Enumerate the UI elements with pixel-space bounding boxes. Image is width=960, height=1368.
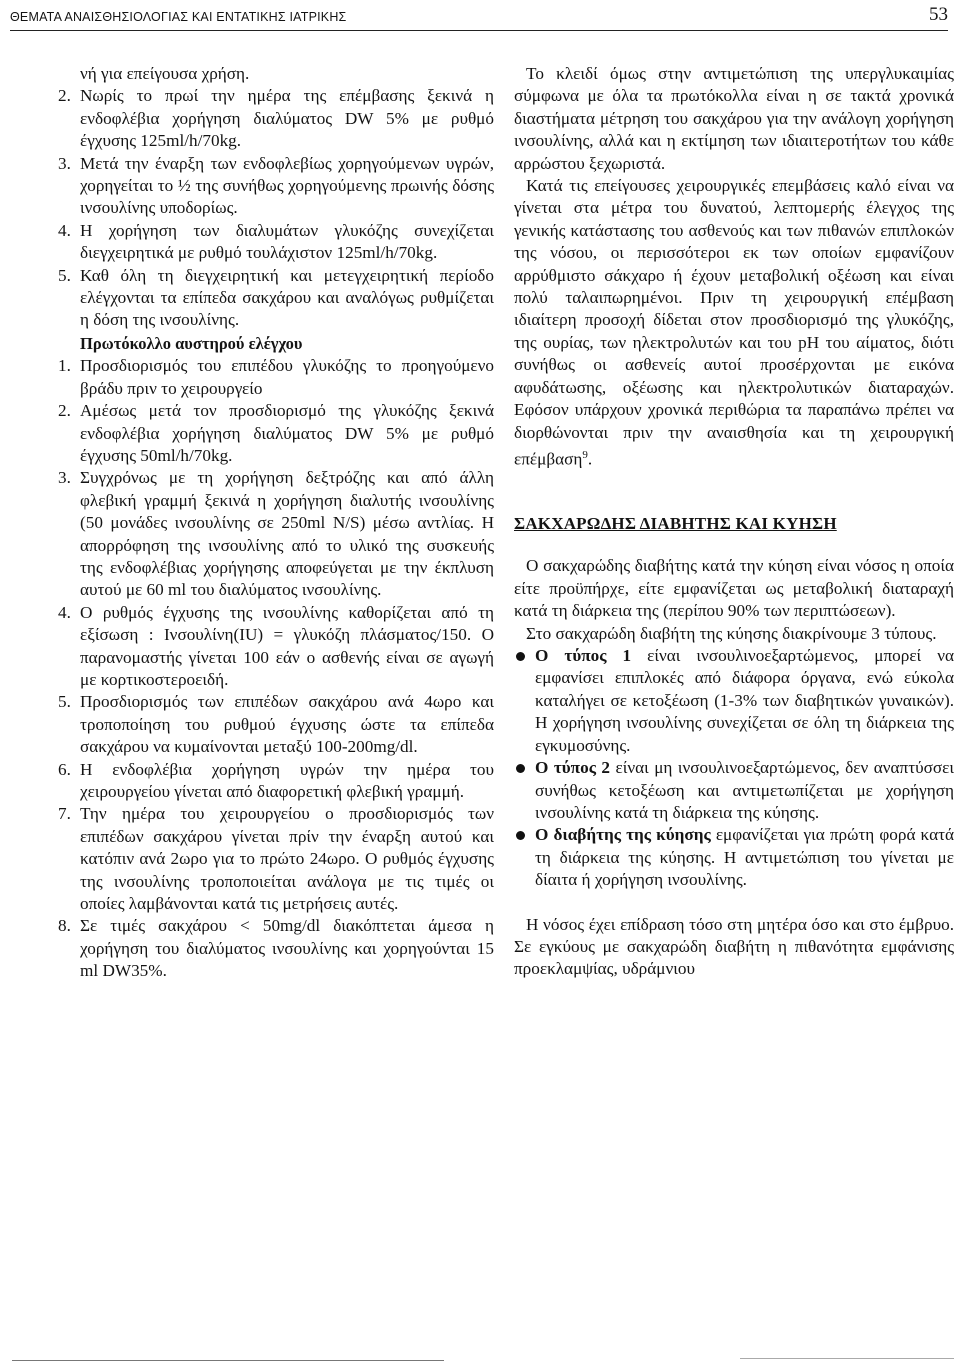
section-title: ΣΑΚΧΑΡΩΔΗΣ ΔΙΑΒΗΤΗΣ ΚΑΙ ΚΥΗΣΗ bbox=[514, 514, 837, 534]
list-item: 4. Ο ρυθμός έγχυσης της ινσουλίνης καθορίζεται από τη εξίσωση : Ινσουλίνη(IU) = γλυκόζη πλάσματος/150. Ο παρανομαστής γίνεται 100 εάν ο ασθενής είναι σε αγωγή με κορτικοστεροειδή. bbox=[58, 602, 494, 689]
paragraph: Η νόσος έχει επίδραση τόσο στη μητέρα όσο και στο έμβρυο. Σε εγκύους με σακχαρώδη διαβήτη η πιθανότητα εμφάνισης προεκλαμψίας, υδράμνιου bbox=[514, 914, 954, 979]
list-item: 2. Αμέσως μετά τον προσδιορισμό της γλυκόζης ξεκινά ενδοφλέβια χορήγηση διαλύματος DW 5% με ρυθμό έγχυσης 50ml/h/70kg. bbox=[58, 401, 494, 465]
left-column bbox=[58, 63, 494, 983]
list-item: 8. Σε τιμές σακχάρου < 50mg/dl διακόπτεται άμεσα η χορήγηση του διαλύματος ινσουλίνης και χορηγούνται 15 ml DW35%. bbox=[58, 916, 494, 981]
list-item: 3. Συγχρόνως με τη χορήγηση δεξτρόζης και από άλλη φλεβική γραμμή ξεκινά η χορήγηση διαλυτής ινσουλίνης (50 μονάδες ινσουλίνης σε 250ml N/S) μέσω αντλίας. Η απορρόφηση της ινσουλίνης από το υλικό της συσκευής της ενδοφλέβιας χορήγησης αποφεύγεται με την έκπλυση αυτού με 60 ml του διαλύματος ινσουλίνης. bbox=[58, 468, 494, 600]
preparation-list bbox=[58, 85, 494, 331]
list-item: 2. Νωρίς το πρωί την ημέρα της επέμβασης ξεκινά η ενδοφλέβια χορήγηση διαλύματος DW 5% με ρυθμό έγχυσης 125ml/h/70kg. bbox=[58, 86, 494, 151]
intro-text: νή για επείγουσα χρήση. bbox=[80, 64, 250, 83]
footer-rule bbox=[740, 1358, 954, 1359]
list-item: Ο διαβήτης της κύησης εμφανίζεται για πρώτη φορά κατά τη διάρκεια της κύησης. Η αντιμετώπιση του γίνεται με δίαιτα ή χορήγηση ινσουλίνης. bbox=[514, 824, 954, 891]
list-item: Ο τύπος 2 είναι μη ινσουλινοεξαρτώμενος, δεν αναπτύσσει συνήθως κετοξέωση και αντιμετωπίζεται με χορήγηση ινσουλίνης κατά τη διάρκεια της κύησης. bbox=[514, 757, 954, 824]
footer-rule bbox=[12, 1360, 444, 1361]
reference-superscript: 9 bbox=[582, 448, 588, 461]
page-number: 53 bbox=[929, 4, 948, 25]
paragraph: Κατά τις επείγουσες χειρουργικές επεμβάσεις καλό είναι να γίνεται στα μέτρα του δυνατού, λεπτομερής έλεγχος της γενικής κατάστασης του ασθενούς και των πιθανών επιπλοκών της νόσου, οι περισσότεροι εκ των οποίων εμφανίζουν αρρύθμιστο σάκχαρο ή έχουν μεταβολική οξέωση και είναι πολύ ταλαιπωρημένοι. Πριν τη χειρουργική επέμβαση ιδιαίτερη προσοχή δίδεται στον προσδιορισμό της γλυκόζης, της ουρίας, των ηλεκτρολυτών και του pH του αίματος, διότι συνήθως οι ασθενείς αυτοί προσέρχονται με εικόνα αφυδάτωσης, οξέωσης και ηλεκτρολυτικών διαταραχών. Εφόσον υπάρχουν χρονικά περιθώρια τα παραπάνω πρέπει να διορθώνονται πριν την αναισθησία και τη χειρουργική επέμβαση$^9$. bbox=[514, 176, 954, 469]
paragraph: Ο σακχαρώδης διαβήτης κατά την κύηση είναι νόσος η οποία είτε προϋπήρχε, είτε εμφανίζεται ως μεταβολική διαταραχή κατά τη διάρκεια της (περίπου 90% των περιπτώσεων). bbox=[514, 556, 954, 621]
list-item: 5. Καθ όλη τη διεγχειρητική και μετεγχειρητική περίοδο ελέγχονται τα επίπεδα σακχάρου και αναλόγως ρυθμίζεται η δόση της ινσουλίνης. bbox=[58, 265, 494, 330]
list-item: 6. Η ενδοφλέβια χορήγηση υγρών την ημέρα του χειρουργείου γίνεται από διαφορετική φλεβική γραμμή. bbox=[58, 759, 494, 801]
list-item: 4. Η χορήγηση των διαλυμάτων γλυκόζης συνεχίζεται διεγχειρητικά με ρυθμό τουλάχιστον 125ml/h/70kg. bbox=[58, 220, 494, 263]
list-item: 1. Προσδιορισμός του επιπέδου γλυκόζης το προηγούμενο βράδυ πριν το χειρουργείο bbox=[58, 356, 494, 398]
page-header bbox=[10, 4, 948, 31]
diabetes-types-list bbox=[514, 645, 954, 891]
paragraph: Στο σακχαρώδη διαβήτη της κύησης διακρίνουμε 3 τύπους. bbox=[526, 623, 937, 643]
strict-protocol-list bbox=[58, 355, 494, 982]
paragraph: Το κλειδί όμως στην αντιμετώπιση της υπεργλυκαιμίας σύμφωνα με όλα τα πρωτόκολλα είναι η σε τακτά χρονικά διαστήματα μέτρηση του σακχάρου για την ανάλογη χορήγηση ινσουλίνης, αλλά και η εκτίμηση των ιδιαιτεροτήτων του κάθε αρρώστου ξεχωριστά. bbox=[514, 64, 954, 173]
list-item: 3. Μετά την έναρξη των ενδοφλεβίως χορηγούμενων υγρών, χορηγείται το ½ της συνήθως χορηγούμενης πρωινής δόσης ινσουλίνης υποδορίως. bbox=[58, 153, 494, 218]
running-head: ΘΕΜΑΤΑ ΑΝΑΙΣΘΗΣΙΟΛΟΓΙΑΣ ΚΑΙ ΕΝΤΑΤΙΚΗΣ ΙΑΤΡΙΚΗΣ bbox=[10, 10, 347, 24]
right-column bbox=[514, 63, 954, 981]
protocol-heading: Πρωτόκολλο αυστηρού ελέγχου bbox=[80, 333, 303, 353]
list-item: 5. Προσδιορισμός των επιπέδων σακχάρου ανά 4ωρο και τροποποίηση του ρυθμού έγχυσης ώστε τα επίπεδα σακχάρου να κυμαίνονται μεταξύ 100-200mg/dl. bbox=[58, 692, 494, 757]
list-item: Ο τύπος 1 είναι ινσουλινοεξαρτώμενος, μπορεί να εμφανίσει επιπλοκές από διάφορα όργανα, ενώ εύκολα καταλήγει σε κετοξέωση (1-3% των διαβητικών γυναικών). Η χορήγηση ινσουλίνης συνεχίζεται σε όλη τη διάρκεια της εγκυμοσύνης. bbox=[514, 645, 954, 757]
list-item: 7. Την ημέρα του χειρουργείου ο προσδιορισμός των επιπέδων σακχάρου γίνεται πρίν την έναρξη αυτού και κατόπιν ανά 2ωρο για το πρώτο 24ωρο. Ο ρυθμός έγχυσης της ινσουλίνης τροποποιείται ανάλογα με τις τιμές οι οποίες λαμβάνονται κατά τις μετρήσεις αυτές. bbox=[58, 804, 494, 914]
